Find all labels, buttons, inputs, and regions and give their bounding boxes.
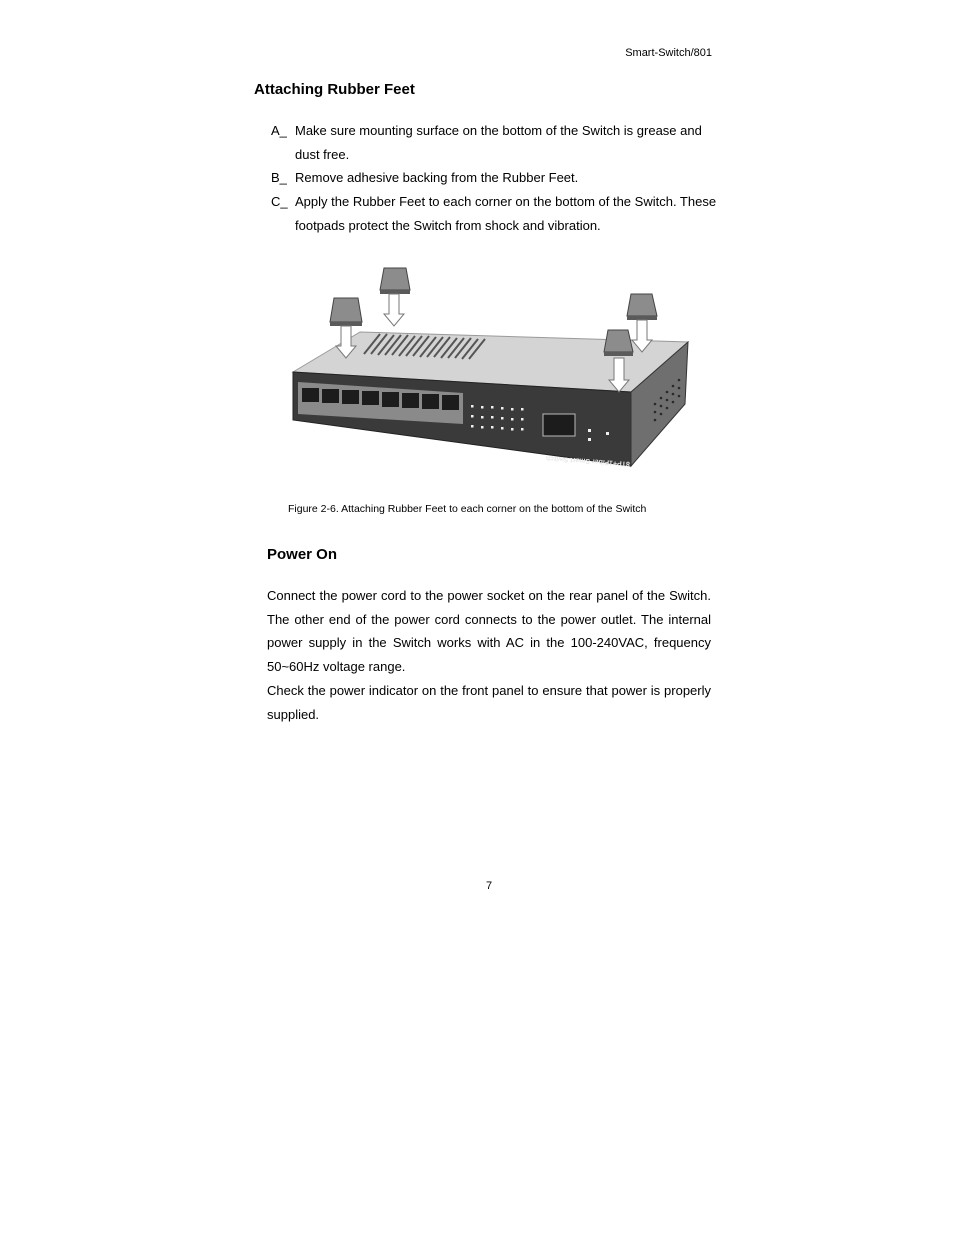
- step-text: Apply the Rubber Feet to each corner on the bottom of the Switch. These footpads protect the Switch from shock and vibration.: [295, 194, 717, 233]
- fiber-port: [543, 414, 575, 436]
- rubber-foot-1: [330, 298, 362, 326]
- step-item: [271, 119, 721, 166]
- rubber-foot-3: [627, 294, 657, 320]
- switch-illustration: [288, 262, 693, 474]
- step-item: [271, 190, 721, 237]
- instruction-steps: [271, 119, 721, 238]
- device-label: 8TP+1Fiber Smart Switch: [545, 454, 631, 467]
- paragraph-power-indicator: Check the power indicator on the front panel to ensure that power is properly supplied.: [267, 683, 711, 722]
- page-number: 7: [485, 880, 493, 892]
- figure-switch-rubber-feet: [288, 262, 693, 474]
- paragraph-power-connection: Connect the power cord to the power socket on the rear panel of the Switch. The other end of the power cord connects to the power outlet. The internal power supply in the Switch works with AC in the 100-240VAC, frequency 50~60Hz voltage range.: [267, 588, 711, 675]
- rubber-foot-4: [604, 330, 633, 356]
- step-marker: B_: [271, 170, 287, 186]
- step-text: Remove adhesive backing from the Rubber Feet.: [295, 170, 579, 186]
- step-marker: C_: [271, 194, 288, 210]
- step-marker: A_: [271, 123, 287, 138]
- running-header: Smart-Switch/801: [625, 47, 712, 59]
- section-title-attaching-rubber-feet: Attaching Rubber Feet: [254, 81, 415, 98]
- rubber-foot-2: [380, 268, 410, 294]
- step-item: [271, 166, 721, 190]
- step-text: Make sure mounting surface on the bottom of the Switch is grease and dust free.: [295, 123, 702, 162]
- section-title-power-on: Power On: [267, 546, 338, 563]
- arrow-2: [384, 294, 404, 326]
- figure-caption: Figure 2-6. Attaching Rubber Feet to each corner on the bottom of the Switch: [288, 503, 647, 515]
